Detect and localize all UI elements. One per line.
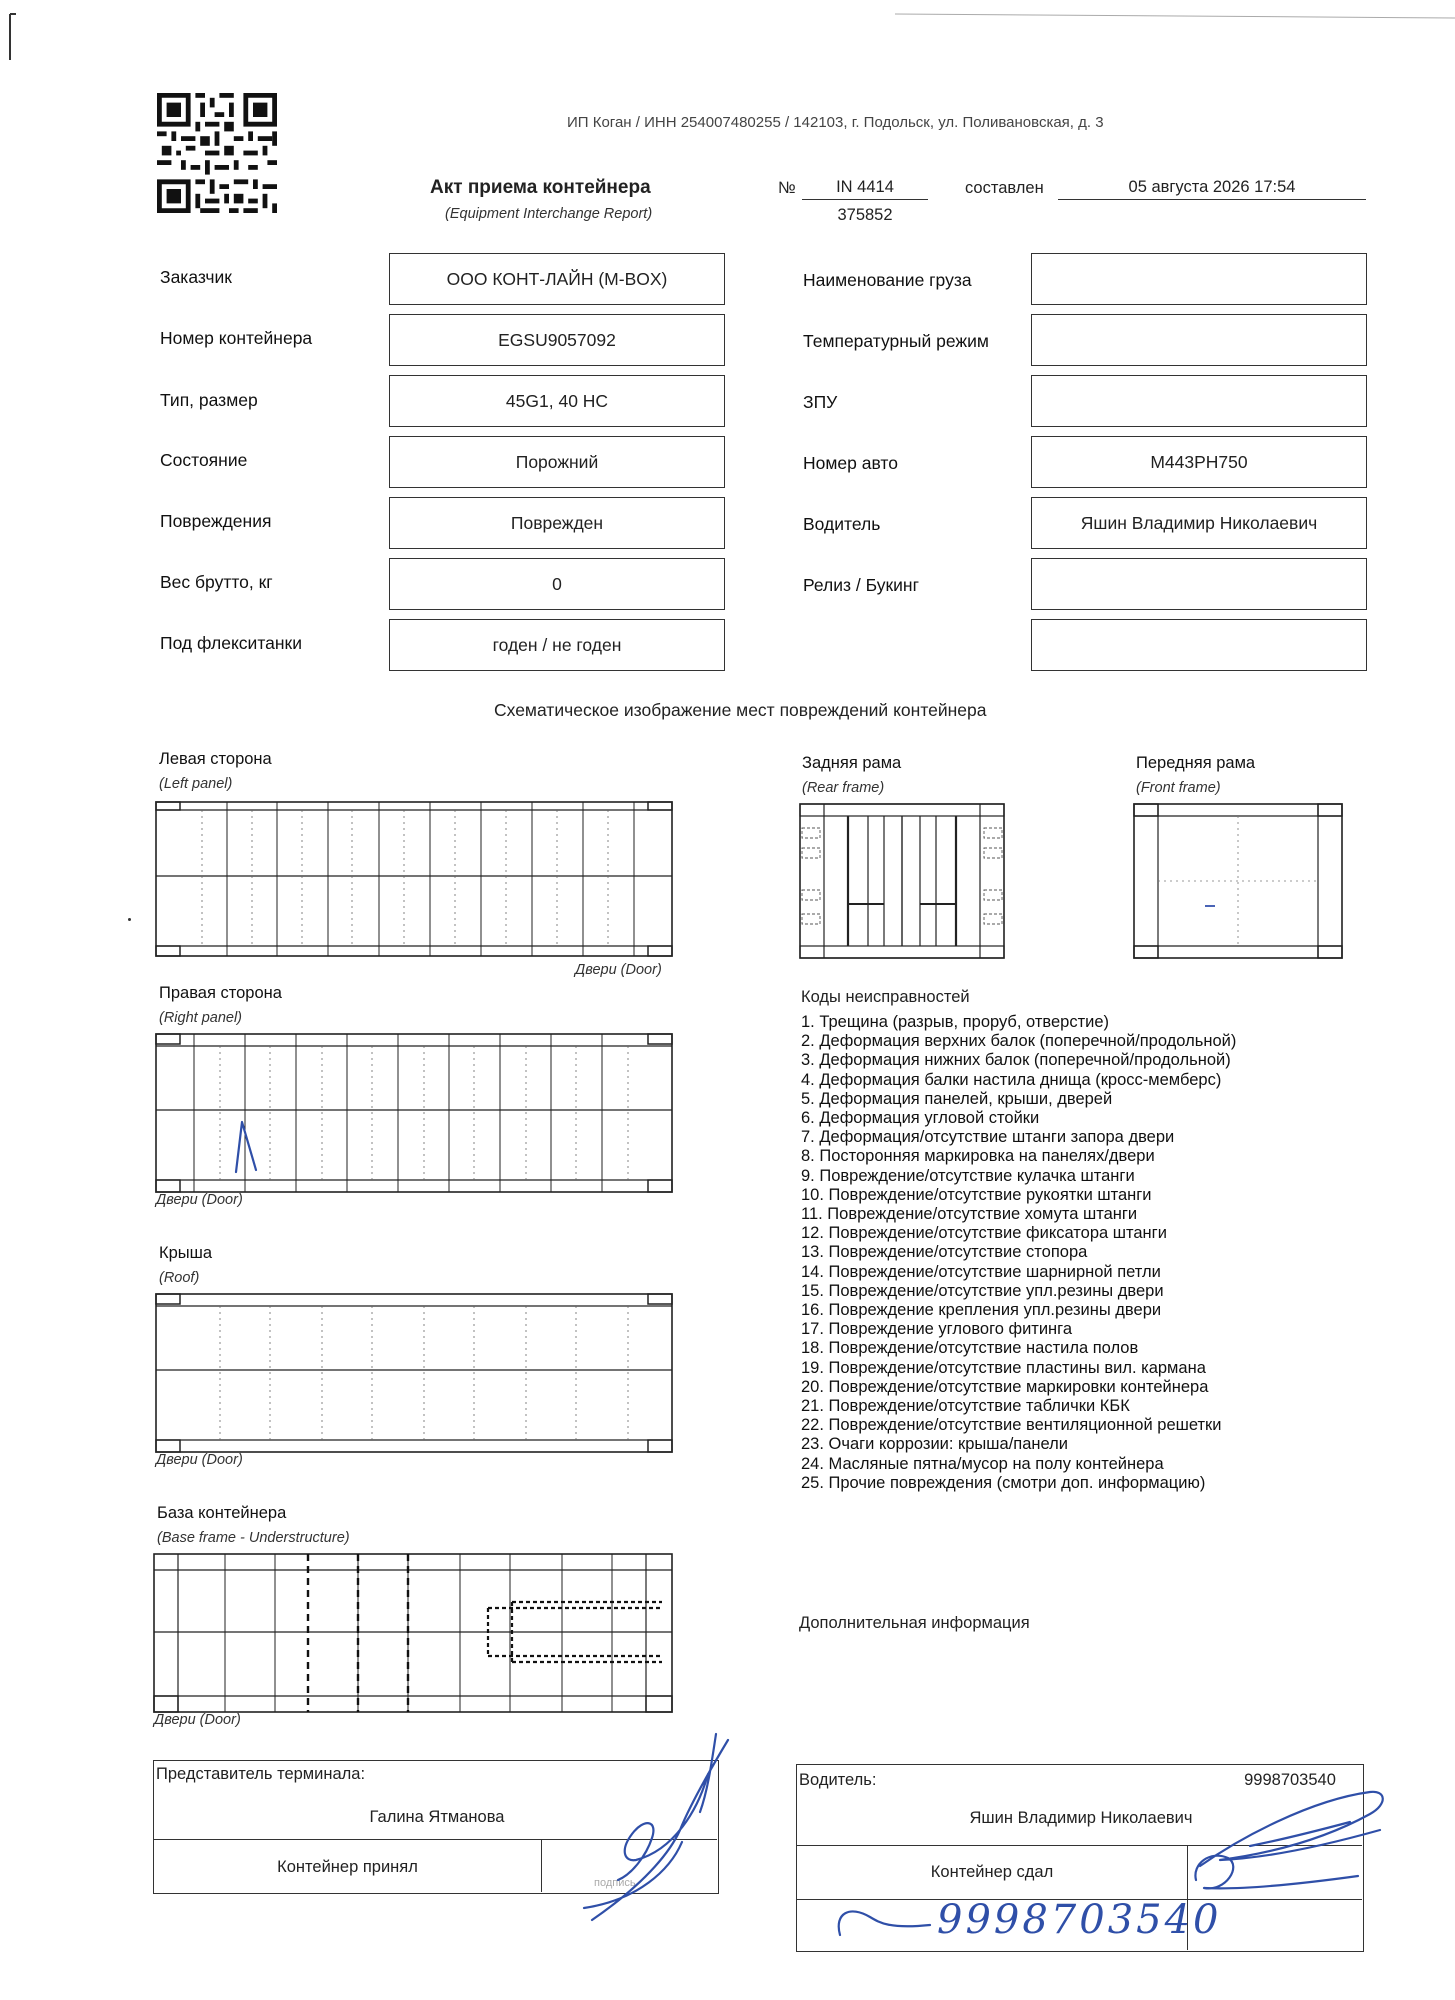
flexitank-field[interactable]: годен / не годен bbox=[389, 619, 725, 671]
driver-label: Водитель: bbox=[799, 1771, 877, 1789]
handwritten-phone: 9998703540 bbox=[937, 1897, 1222, 1943]
release-booking-field[interactable] bbox=[1031, 558, 1367, 610]
page-corner-marks bbox=[0, 0, 1455, 60]
rear-frame-diagram[interactable] bbox=[796, 800, 1008, 962]
field-label: Вес брутто, кг bbox=[160, 572, 273, 592]
driver-action: Контейнер сдал bbox=[930, 1863, 1054, 1881]
list-item: 5. Деформация панелей, крыши, дверей bbox=[801, 1089, 1113, 1108]
driver-name: Яшин Владимир Николаевич bbox=[969, 1809, 1193, 1827]
gross-weight-field[interactable]: 0 bbox=[389, 558, 725, 610]
page-subtitle: (Equipment Interchange Report) bbox=[445, 206, 653, 222]
front-frame-sub: (Front frame) bbox=[1136, 780, 1221, 796]
field-label: Под флекситанки bbox=[160, 633, 302, 653]
qr-code-icon bbox=[157, 93, 277, 213]
list-item: 12. Повреждение/отсутствие фиксатора штанги bbox=[801, 1224, 1167, 1243]
roof-door: Двери (Door) bbox=[156, 1452, 243, 1468]
list-item: 7. Деформация/отсутствие штанги запора двери bbox=[801, 1128, 1175, 1147]
base-title: База контейнера bbox=[157, 1504, 287, 1522]
right-panel-diagram[interactable] bbox=[152, 1030, 676, 1196]
fault-codes-list bbox=[801, 1013, 1236, 1493]
left-panel-door: Двери (Door) bbox=[575, 962, 662, 978]
additional-info-label: Дополнительная информация bbox=[799, 1614, 1030, 1632]
base-frame-diagram[interactable] bbox=[150, 1550, 676, 1716]
codes-title: Коды неисправностей bbox=[801, 988, 970, 1006]
list-item: 1. Трещина (разрыв, проруб, отверстие) bbox=[801, 1013, 1110, 1031]
report-number-sub: 375852 bbox=[837, 206, 893, 224]
damage-field[interactable]: Поврежден bbox=[389, 497, 725, 549]
list-item: 25. Прочие повреждения (смотри доп. информацию) bbox=[801, 1473, 1206, 1492]
field-label: Температурный режим bbox=[803, 331, 989, 351]
left-panel-diagram[interactable] bbox=[152, 798, 676, 960]
field-label: Релиз / Букинг bbox=[803, 575, 919, 595]
rear-frame-title: Задняя рама bbox=[802, 754, 902, 772]
terminal-sign-hint: подпись bbox=[594, 1877, 636, 1889]
right-panel-door: Двери (Door) bbox=[156, 1192, 243, 1208]
schema-title: Схематическое изображение мест повреждений контейнера bbox=[494, 700, 987, 720]
field-label: Заказчик bbox=[160, 267, 232, 287]
driver-signature-icon bbox=[1180, 1780, 1400, 1900]
list-item: 11. Повреждение/отсутствие хомута штанги bbox=[801, 1205, 1138, 1224]
list-item: 21. Повреждение/отсутствие таблички КБК bbox=[801, 1397, 1130, 1416]
terminal-action: Контейнер принял bbox=[277, 1858, 418, 1876]
base-door: Двери (Door) bbox=[154, 1712, 241, 1728]
driver-field[interactable]: Яшин Владимир Николаевич bbox=[1031, 497, 1367, 549]
list-item: 24. Масляные пятна/мусор на полу контейнера bbox=[801, 1454, 1164, 1473]
right-panel-title: Правая сторона bbox=[159, 984, 282, 1002]
list-item: 20. Повреждение/отсутствие маркировки контейнера bbox=[801, 1377, 1209, 1396]
terminal-label: Представитель терминала: bbox=[156, 1765, 366, 1783]
front-frame-diagram[interactable] bbox=[1130, 800, 1346, 962]
condition-field[interactable]: Порожний bbox=[389, 436, 725, 488]
driver-hand-stroke-icon bbox=[820, 1895, 970, 1955]
list-item: 22. Повреждение/отсутствие вентиляционной решетки bbox=[801, 1416, 1222, 1435]
list-item: 2. Деформация верхних балок (поперечной/продольной) bbox=[801, 1032, 1237, 1051]
list-item: 18. Повреждение/отсутствие настила полов bbox=[801, 1339, 1139, 1358]
damage-mark-1 bbox=[236, 1122, 256, 1172]
field-label: Наименование груза bbox=[803, 270, 972, 290]
terminal-signature-icon bbox=[540, 1730, 780, 1930]
left-panel-title: Левая сторона bbox=[159, 750, 272, 768]
list-item: 17. Повреждение углового фитинга bbox=[801, 1320, 1073, 1339]
right-panel-sub: (Right panel) bbox=[159, 1010, 243, 1026]
report-number: IN 4414 bbox=[802, 178, 928, 200]
container-number-field[interactable]: EGSU9057092 bbox=[389, 314, 725, 366]
page-title: Акт приема контейнера bbox=[430, 177, 651, 198]
list-item: 14. Повреждение/отсутствие шарнирной петли bbox=[801, 1262, 1161, 1281]
field-label: Номер контейнера bbox=[160, 328, 313, 348]
composed-date: 05 августа 2026 17:54 bbox=[1058, 178, 1366, 200]
left-panel-sub: (Left panel) bbox=[159, 776, 233, 792]
base-sub: (Base frame - Understructure) bbox=[157, 1530, 350, 1546]
list-item: 6. Деформация угловой стойки bbox=[801, 1109, 1040, 1128]
list-item: 10. Повреждение/отсутствие рукоятки штанги bbox=[801, 1185, 1152, 1204]
scan-speck bbox=[128, 918, 131, 921]
field-label: ЗПУ bbox=[803, 392, 838, 412]
seal-field[interactable] bbox=[1031, 375, 1367, 427]
customer-field[interactable]: ООО КОНТ-ЛАЙН (M-BOX) bbox=[389, 253, 725, 305]
issuer-line: ИП Коган / ИНН 254007480255 / 142103, г. Подольск, ул. Поливановская, д. 3 bbox=[567, 114, 1104, 131]
roof-sub: (Roof) bbox=[159, 1270, 200, 1286]
list-item: 9. Повреждение/отсутствие кулачка штанги bbox=[801, 1166, 1135, 1185]
list-item: 16. Повреждение крепления упл.резины двери bbox=[801, 1301, 1162, 1320]
cargo-name-field[interactable] bbox=[1031, 253, 1367, 305]
field-label: Номер авто bbox=[803, 453, 898, 473]
list-item: 4. Деформация балки настила днища (кросс-мемберс) bbox=[801, 1070, 1222, 1089]
list-item: 15. Повреждение/отсутствие упл.резины двери bbox=[801, 1281, 1164, 1300]
terminal-name: Галина Ятманова bbox=[369, 1808, 505, 1826]
roof-title: Крыша bbox=[159, 1244, 213, 1262]
list-item: 3. Деформация нижних балок (поперечной/продольной) bbox=[801, 1051, 1231, 1070]
roof-diagram[interactable] bbox=[152, 1290, 676, 1456]
number-prefix: № bbox=[778, 179, 796, 197]
rear-frame-sub: (Rear frame) bbox=[802, 780, 885, 796]
list-item: 19. Повреждение/отсутствие пластины вил. кармана bbox=[801, 1358, 1206, 1377]
field-label: Состояние bbox=[160, 450, 248, 470]
list-item: 23. Очаги коррозии: крыша/панели bbox=[801, 1435, 1068, 1454]
pen-speck bbox=[1205, 905, 1215, 907]
field-label: Водитель bbox=[803, 514, 881, 534]
front-frame-title: Передняя рама bbox=[1136, 754, 1256, 772]
vehicle-number-field[interactable]: М443РН750 bbox=[1031, 436, 1367, 488]
field-label: Тип, размер bbox=[160, 390, 258, 410]
extra-field[interactable] bbox=[1031, 619, 1367, 671]
composed-label: составлен bbox=[965, 179, 1044, 197]
driver-phone: 9998703540 bbox=[1244, 1771, 1336, 1789]
list-item: 8. Посторонняя маркировка на панелях/двери bbox=[801, 1147, 1155, 1166]
type-size-field[interactable]: 45G1, 40 HC bbox=[389, 375, 725, 427]
field-label: Повреждения bbox=[160, 511, 272, 531]
list-item: 13. Повреждение/отсутствие стопора bbox=[801, 1243, 1088, 1262]
temperature-field[interactable] bbox=[1031, 314, 1367, 366]
